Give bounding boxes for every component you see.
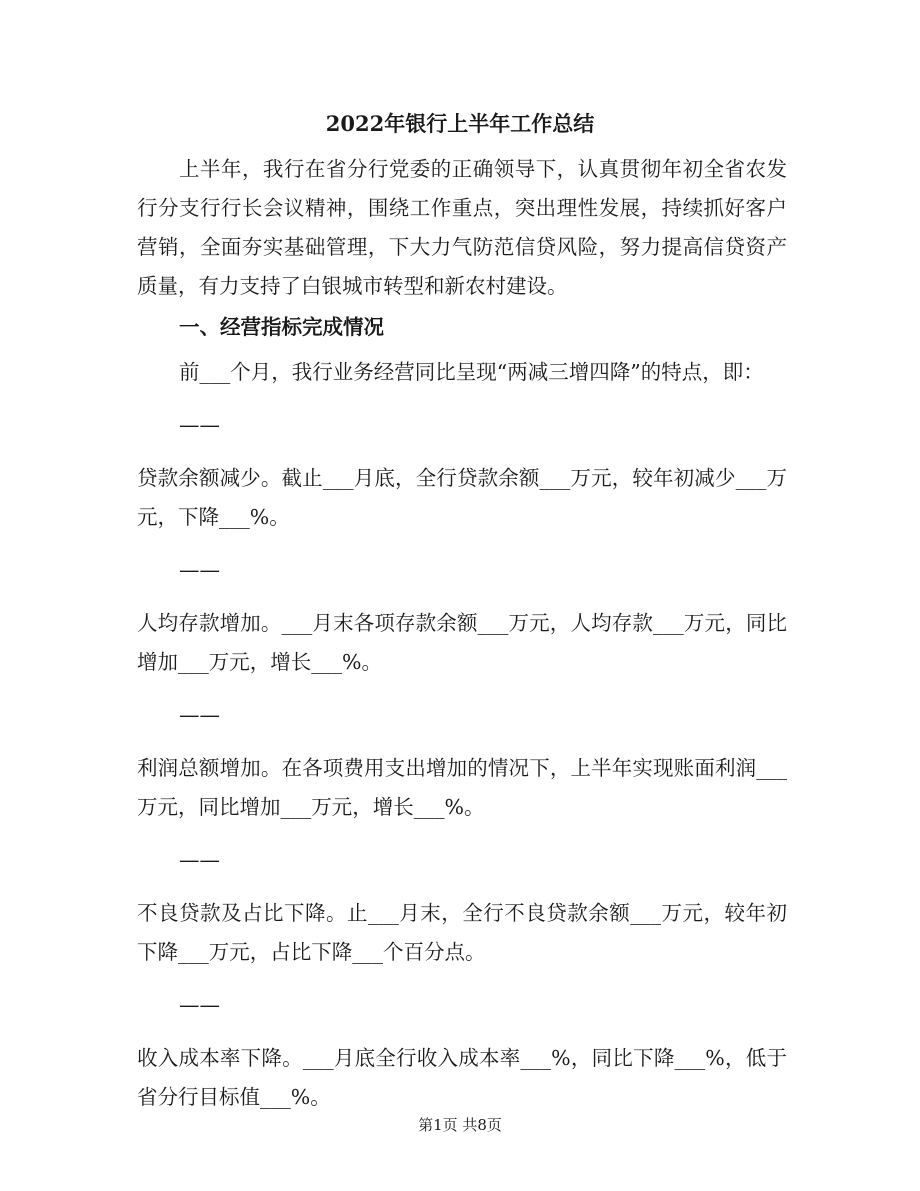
document-body xyxy=(137,150,787,1117)
document-title: 2022年银行上半年工作总结 xyxy=(325,111,595,136)
dash-marker: —— xyxy=(179,703,220,727)
list-item: 收入成本率下降。___月底全行收入成本率___%，同比下降___%，低于省分行目标值___%。 xyxy=(137,1046,787,1109)
list-item: 人均存款增加。___月末各项存款余额___万元，人均存款___万元，同比增加___万元，增长___%。 xyxy=(137,611,787,674)
dash-marker: —— xyxy=(179,993,220,1017)
section-lead-paragraph: 前___个月，我行业务经营同比呈现“两减三增四降”的特点，即： xyxy=(179,360,764,384)
page-number-footer: 第1页 共8页 xyxy=(418,1116,502,1134)
dash-marker: —— xyxy=(179,558,220,582)
list-item: 贷款余额减少。截止___月底，全行贷款余额___万元，较年初减少___万元，下降___%。 xyxy=(137,466,787,529)
section-heading: 一、经营指标完成情况 xyxy=(179,315,384,339)
intro-paragraph: 上半年，我行在省分行党委的正确领导下，认真贯彻年初全省农发行分支行行长会议精神，围绕工作重点，突出理性发展，持续抓好客户营销，全面夯实基础管理，下大力气防范信贷风险，努力提高信贷资产质量，有力支持了白银城市转型和新农村建设。 xyxy=(137,157,787,298)
dash-marker: —— xyxy=(179,413,220,437)
list-item: 不良贷款及占比下降。止___月末，全行不良贷款余额___万元，较年初下降___万元，占比下降___个百分点。 xyxy=(137,901,787,964)
list-item: 利润总额增加。在各项费用支出增加的情况下，上半年实现账面利润___万元，同比增加___万元，增长___%。 xyxy=(137,756,787,819)
dash-marker: —— xyxy=(179,848,220,872)
